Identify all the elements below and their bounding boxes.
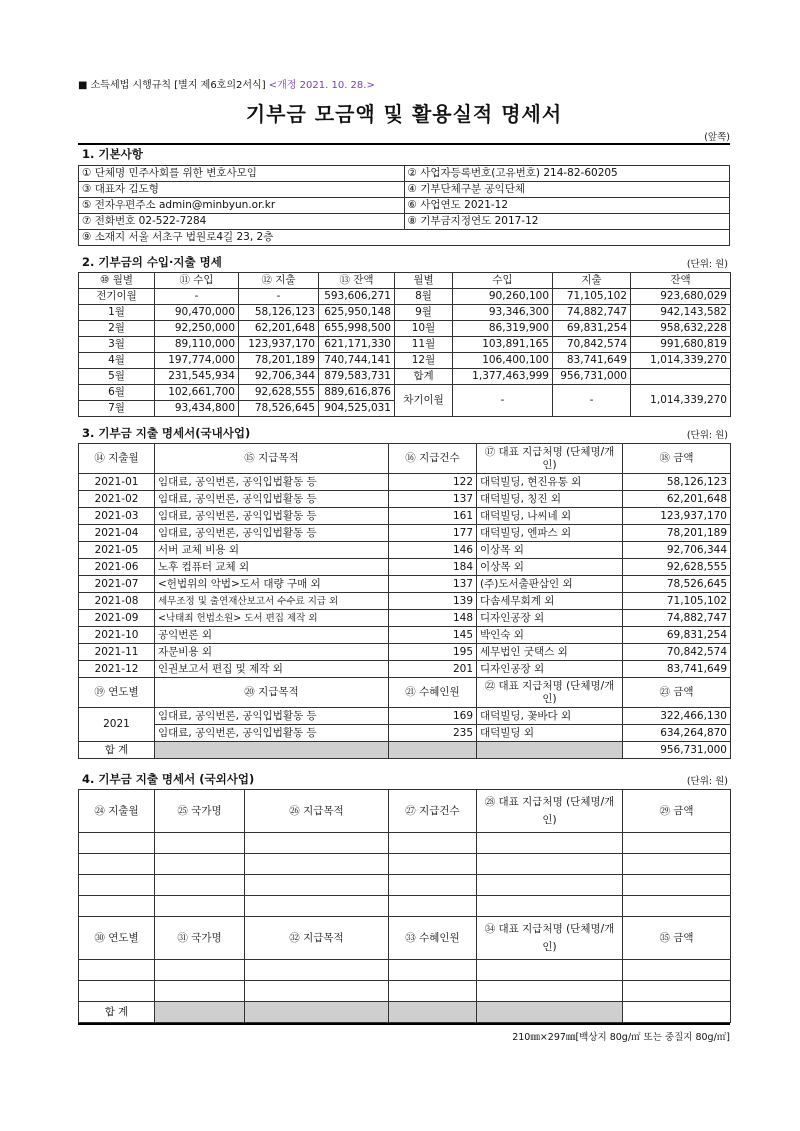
month-cell: 2021-11: [79, 644, 155, 661]
month-cell: 2월: [79, 321, 155, 337]
expense-cell: 78,201,189: [239, 353, 319, 369]
column-header: 수입: [453, 273, 553, 289]
count-cell: 137: [389, 491, 477, 508]
basic-info-cell: ⑧ 기부금지정연도 2017-12: [404, 214, 730, 230]
table-row: [79, 875, 731, 896]
basic-info-cell: ④ 기부단체구분 공익단체: [404, 182, 730, 198]
income-cell: 93,434,800: [155, 401, 239, 417]
table-row: [79, 525, 731, 542]
balance-cell: [631, 369, 731, 385]
expense-cell: 62,201,648: [239, 321, 319, 337]
basic-info-cell: ③ 대표자 김도형: [79, 182, 405, 198]
empty-cell: [245, 833, 389, 854]
payee-cell: 대덕빌딩, 현진유통 외: [477, 474, 623, 491]
column-header: 잔액: [631, 273, 731, 289]
basic-info-table: [78, 165, 730, 246]
column-header: ㉓ 금액: [623, 678, 731, 708]
purpose-cell: 임대료, 공익번론, 공익입법활동 등: [155, 508, 389, 525]
purpose-cell: <낙태죄 헌법소원> 도서 편집 제작 외: [155, 610, 389, 627]
balance-cell: 942,143,582: [631, 305, 731, 321]
table-row: [79, 981, 731, 1002]
total-label: 합 계: [79, 742, 155, 759]
column-header: ㉚ 연도별: [79, 917, 155, 960]
table-row: [79, 385, 731, 401]
column-header: ⑬ 잔액: [319, 273, 395, 289]
month-cell: 8월: [395, 289, 453, 305]
column-header: ㉜ 지급목적: [245, 917, 389, 960]
empty-cell: [245, 960, 389, 981]
beneficiary-cell: 169: [389, 708, 477, 725]
column-header: ⑩ 월별: [79, 273, 155, 289]
expense-cell: -: [239, 289, 319, 305]
balance-cell: 889,616,876: [319, 385, 395, 401]
column-header: ㉒ 대표 지급처명 (단체명/개인): [477, 678, 623, 708]
empty-cell: [623, 981, 731, 1002]
section-basic-heading: [78, 145, 730, 162]
expense-cell: 956,731,000: [553, 369, 631, 385]
income-cell: 90,260,100: [453, 289, 553, 305]
empty-cell: [623, 896, 731, 917]
table-row: [79, 369, 731, 385]
purpose-cell: 세무조정 및 출연재산보고서 수수료 지급 외: [155, 593, 389, 610]
amount-cell: 78,526,645: [623, 576, 731, 593]
table-row: [79, 678, 731, 708]
income-table: [78, 272, 731, 417]
count-cell: 161: [389, 508, 477, 525]
column-header: ㉖ 지급목적: [245, 790, 389, 833]
document-page: [78, 78, 730, 1043]
empty-cell: [389, 833, 477, 854]
income-cell: 103,891,165: [453, 337, 553, 353]
month-cell: 전기이월: [79, 289, 155, 305]
table-row: [79, 917, 731, 960]
month-cell: 7월: [79, 401, 155, 417]
payee-cell: 대덕빌딩 외: [477, 725, 623, 742]
table-row: [79, 542, 731, 559]
empty-cell: [623, 875, 731, 896]
payee-cell: 대덕빌딩, 엔파스 외: [477, 525, 623, 542]
amount-cell: 58,126,123: [623, 474, 731, 491]
column-header: ⑲ 연도별: [79, 678, 155, 708]
balance-cell: 593,606,271: [319, 289, 395, 305]
empty-cell: [389, 896, 477, 917]
total-amount: [623, 1002, 731, 1023]
table-row: [79, 559, 731, 576]
section-domestic-title: 3. 기부금 지출 명세서(국내사업): [82, 426, 251, 440]
column-header: ㉛ 국가명: [155, 917, 245, 960]
income-unit: (단위: 원): [686, 259, 728, 270]
column-header: ⑯ 지급건수: [389, 444, 477, 474]
income-cell: 90,470,000: [155, 305, 239, 321]
section-domestic-heading: [78, 417, 730, 441]
month-cell: 2021-05: [79, 542, 155, 559]
amount-cell: 71,105,102: [623, 593, 731, 610]
year-cell: 2021: [79, 708, 155, 742]
month-cell: 6월: [79, 385, 155, 401]
payee-cell: 박인숙 외: [477, 627, 623, 644]
income-cell: -: [453, 385, 553, 417]
table-row: [79, 661, 731, 678]
table-row: [79, 198, 730, 214]
month-cell: 1월: [79, 305, 155, 321]
purpose-cell: 서버 교체 비용 외: [155, 542, 389, 559]
count-cell: 139: [389, 593, 477, 610]
table-row: [79, 896, 731, 917]
month-cell: 10월: [395, 321, 453, 337]
column-header: ㉔ 지출월: [79, 790, 155, 833]
empty-cell: [155, 875, 245, 896]
empty-cell: [477, 896, 623, 917]
gray-cell: [155, 1002, 245, 1023]
empty-cell: [79, 981, 155, 1002]
balance-cell: 1,014,339,270: [631, 353, 731, 369]
month-cell: 11월: [395, 337, 453, 353]
balance-cell: 655,998,500: [319, 321, 395, 337]
balance-cell: 625,950,148: [319, 305, 395, 321]
payee-cell: 대덕빌딩, 칭진 외: [477, 491, 623, 508]
column-header: ⑰ 대표 지급처명 (단체명/개인): [477, 444, 623, 474]
month-cell: 2021-01: [79, 474, 155, 491]
table-row: [79, 289, 731, 305]
empty-cell: [477, 960, 623, 981]
empty-cell: [79, 875, 155, 896]
column-header: ㉕ 국가명: [155, 790, 245, 833]
purpose-cell: 임대료, 공익번론, 공익입법활동 등: [155, 525, 389, 542]
table-row: [79, 790, 731, 833]
table-row: [79, 593, 731, 610]
empty-cell: [477, 854, 623, 875]
payee-cell: 디자인공장 외: [477, 610, 623, 627]
page-side: (앞쪽): [704, 132, 730, 143]
table-row: [79, 182, 730, 198]
empty-cell: [245, 896, 389, 917]
month-cell: 2021-07: [79, 576, 155, 593]
amount-cell: 62,201,648: [623, 491, 731, 508]
payee-cell: 대덕빌딩, 나씨네 외: [477, 508, 623, 525]
month-cell: 2021-06: [79, 559, 155, 576]
expense-cell: 123,937,170: [239, 337, 319, 353]
gray-cell: [389, 742, 477, 759]
table-row: [79, 474, 731, 491]
income-cell: -: [155, 289, 239, 305]
column-header: ㉙ 금액: [623, 790, 731, 833]
form-reference: [78, 78, 730, 94]
form-ref-text: ■ 소득세법 시행규칙 [별지 제6호의2서식]: [78, 80, 266, 91]
income-cell: 93,346,300: [453, 305, 553, 321]
month-cell: 3월: [79, 337, 155, 353]
table-row: [79, 725, 731, 742]
column-header: ㉘ 대표 지급처명 (단체명/개인): [477, 790, 623, 833]
table-row: [79, 166, 730, 182]
payee-cell: 디자인공장 외: [477, 661, 623, 678]
empty-cell: [477, 981, 623, 1002]
column-header: ⑮ 지급목적: [155, 444, 389, 474]
count-cell: 148: [389, 610, 477, 627]
balance-cell: 923,680,029: [631, 289, 731, 305]
empty-cell: [623, 960, 731, 981]
column-header: ㉗ 지급건수: [389, 790, 477, 833]
table-row: [79, 708, 731, 725]
section-income-title: 2. 기부금의 수입·지출 명세: [82, 255, 222, 269]
payee-cell: 세무법인 굿택스 외: [477, 644, 623, 661]
month-cell: 2021-02: [79, 491, 155, 508]
total-label: 합 계: [79, 1002, 155, 1023]
foreign-table: [78, 789, 731, 1023]
section-foreign-title: 4. 기부금 지출 명세서 (국외사업): [82, 772, 255, 786]
table-row: [79, 627, 731, 644]
count-cell: 195: [389, 644, 477, 661]
column-header: ⑪ 수입: [155, 273, 239, 289]
section-income-heading: [78, 246, 730, 270]
table-row: [79, 742, 731, 759]
revision-text: <개정 2021. 10. 28.>: [268, 80, 375, 91]
balance-cell: 740,744,141: [319, 353, 395, 369]
table-row: [79, 273, 731, 289]
amount-cell: 634,264,870: [623, 725, 731, 742]
income-cell: 106,400,100: [453, 353, 553, 369]
purpose-cell: 공익번론 외: [155, 627, 389, 644]
empty-cell: [623, 833, 731, 854]
income-cell: 92,250,000: [155, 321, 239, 337]
amount-cell: 123,937,170: [623, 508, 731, 525]
purpose-cell: 임대료, 공익번론, 공익입법활동 등: [155, 491, 389, 508]
domestic-table: [78, 443, 731, 759]
column-header: 지출: [553, 273, 631, 289]
address-cell: ⑨ 소재지 서울 서초구 법원로4길 23, 2층: [79, 230, 730, 246]
basic-info-cell: ① 단체명 민주사회를 위한 변호사모임: [79, 166, 405, 182]
beneficiary-cell: 235: [389, 725, 477, 742]
income-cell: 1,377,463,999: [453, 369, 553, 385]
section-basic-title: 1. 기본사항: [82, 147, 143, 161]
table-row: [79, 321, 731, 337]
month-cell: 2021-12: [79, 661, 155, 678]
count-cell: 146: [389, 542, 477, 559]
balance-cell: 879,583,731: [319, 369, 395, 385]
domestic-unit: (단위: 원): [686, 430, 728, 441]
table-row: [79, 854, 731, 875]
month-cell: 9월: [395, 305, 453, 321]
total-amount: 956,731,000: [623, 742, 731, 759]
empty-cell: [79, 960, 155, 981]
empty-cell: [389, 875, 477, 896]
empty-cell: [389, 981, 477, 1002]
expense-cell: 92,706,344: [239, 369, 319, 385]
count-cell: 122: [389, 474, 477, 491]
income-cell: 197,774,000: [155, 353, 239, 369]
empty-cell: [477, 875, 623, 896]
empty-cell: [245, 981, 389, 1002]
table-row: [79, 491, 731, 508]
month-cell: 2021-08: [79, 593, 155, 610]
month-cell: 4월: [79, 353, 155, 369]
purpose-cell: 인권보고서 편집 및 제작 외: [155, 661, 389, 678]
table-row: [79, 610, 731, 627]
month-cell: 2021-03: [79, 508, 155, 525]
column-header: ⑳ 지급목적: [155, 678, 389, 708]
basic-info-cell: ⑤ 전자우편주소 admin@minbyun.or.kr: [79, 198, 405, 214]
payee-cell: 다솜세무회계 외: [477, 593, 623, 610]
basic-info-cell: ② 사업자등록번호(고유번호) 214-82-60205: [404, 166, 730, 182]
month-cell: 5월: [79, 369, 155, 385]
empty-cell: [155, 896, 245, 917]
purpose-cell: 노후 컴퓨터 교체 외: [155, 559, 389, 576]
count-cell: 177: [389, 525, 477, 542]
amount-cell: 92,706,344: [623, 542, 731, 559]
month-cell: 합계: [395, 369, 453, 385]
amount-cell: 83,741,649: [623, 661, 731, 678]
count-cell: 184: [389, 559, 477, 576]
gray-cell: [477, 742, 623, 759]
balance-cell: 991,680,819: [631, 337, 731, 353]
expense-cell: 58,126,123: [239, 305, 319, 321]
purpose-cell: 임대료, 공익번론, 공익입법활동 등: [155, 474, 389, 491]
empty-cell: [155, 833, 245, 854]
empty-cell: [79, 833, 155, 854]
empty-cell: [623, 854, 731, 875]
amount-cell: 92,628,555: [623, 559, 731, 576]
balance-cell: 904,525,031: [319, 401, 395, 417]
month-cell: 2021-04: [79, 525, 155, 542]
count-cell: 201: [389, 661, 477, 678]
month-cell: 12월: [395, 353, 453, 369]
amount-cell: 78,201,189: [623, 525, 731, 542]
payee-cell: (주)도서출판삼인 외: [477, 576, 623, 593]
expense-cell: 83,741,649: [553, 353, 631, 369]
income-cell: 89,110,000: [155, 337, 239, 353]
table-row: [79, 353, 731, 369]
column-header: ㉝ 수혜인원: [389, 917, 477, 960]
basic-info-cell: ⑥ 사업연도 2021-12: [404, 198, 730, 214]
table-row: [79, 508, 731, 525]
column-header: ㉞ 대표 지급처명 (단체명/개인): [477, 917, 623, 960]
table-row: [79, 230, 730, 246]
purpose-cell: 임대료, 공익번론, 공익입법활동 등: [155, 725, 389, 742]
month-cell: 2021-09: [79, 610, 155, 627]
amount-cell: 74,882,747: [623, 610, 731, 627]
expense-cell: 78,526,645: [239, 401, 319, 417]
empty-cell: [155, 981, 245, 1002]
expense-cell: 92,628,555: [239, 385, 319, 401]
column-header: ⑫ 지출: [239, 273, 319, 289]
payee-cell: 이상목 외: [477, 559, 623, 576]
table-row: [79, 576, 731, 593]
column-header: ㉟ 금액: [623, 917, 731, 960]
column-header: ㉑ 수혜인원: [389, 678, 477, 708]
column-header: ⑭ 지출월: [79, 444, 155, 474]
expense-cell: 70,842,574: [553, 337, 631, 353]
gray-cell: [389, 1002, 477, 1023]
gray-cell: [155, 742, 389, 759]
empty-cell: [155, 960, 245, 981]
empty-cell: [155, 854, 245, 875]
expense-cell: 71,105,102: [553, 289, 631, 305]
section-foreign-heading: [78, 759, 730, 787]
income-cell: 86,319,900: [453, 321, 553, 337]
empty-cell: [389, 960, 477, 981]
paper-spec: 210㎜×297㎜[백상지 80g/㎡ 또는 중질지 80g/㎡]: [512, 1032, 730, 1043]
table-row: [79, 214, 730, 230]
column-header: 월별: [395, 273, 453, 289]
payee-cell: 대덕빌딩, 꽃바다 외: [477, 708, 623, 725]
foreign-unit: (단위: 원): [686, 776, 728, 787]
purpose-cell: 임대료, 공익번론, 공익입법활동 등: [155, 708, 389, 725]
empty-cell: [245, 854, 389, 875]
count-cell: 145: [389, 627, 477, 644]
table-row: [79, 337, 731, 353]
month-cell: 차기이월: [395, 385, 453, 417]
empty-cell: [79, 854, 155, 875]
table-row: [79, 833, 731, 854]
count-cell: 137: [389, 576, 477, 593]
table-row: [79, 305, 731, 321]
purpose-cell: 자문비용 외: [155, 644, 389, 661]
table-row: [79, 960, 731, 981]
expense-cell: -: [553, 385, 631, 417]
amount-cell: 70,842,574: [623, 644, 731, 661]
table-row: [79, 644, 731, 661]
payee-cell: 이상목 외: [477, 542, 623, 559]
gray-cell: [245, 1002, 389, 1023]
amount-cell: 322,466,130: [623, 708, 731, 725]
income-cell: 102,661,700: [155, 385, 239, 401]
balance-cell: 621,171,330: [319, 337, 395, 353]
income-cell: 231,545,934: [155, 369, 239, 385]
document-title: 기부금 모금액 및 활용실적 명세서: [245, 102, 563, 126]
expense-cell: 69,831,254: [553, 321, 631, 337]
basic-info-cell: ⑦ 전화번호 02-522-7284: [79, 214, 405, 230]
gray-cell: [477, 1002, 623, 1023]
table-row: [79, 1002, 731, 1023]
balance-cell: 1,014,339,270: [631, 385, 731, 417]
expense-cell: 74,882,747: [553, 305, 631, 321]
column-header: ⑱ 금액: [623, 444, 731, 474]
amount-cell: 69,831,254: [623, 627, 731, 644]
purpose-cell: <헌법위의 악법>도서 대량 구매 외: [155, 576, 389, 593]
empty-cell: [79, 896, 155, 917]
balance-cell: 958,632,228: [631, 321, 731, 337]
month-cell: 2021-10: [79, 627, 155, 644]
table-row: [79, 444, 731, 474]
empty-cell: [477, 833, 623, 854]
empty-cell: [389, 854, 477, 875]
empty-cell: [245, 875, 389, 896]
